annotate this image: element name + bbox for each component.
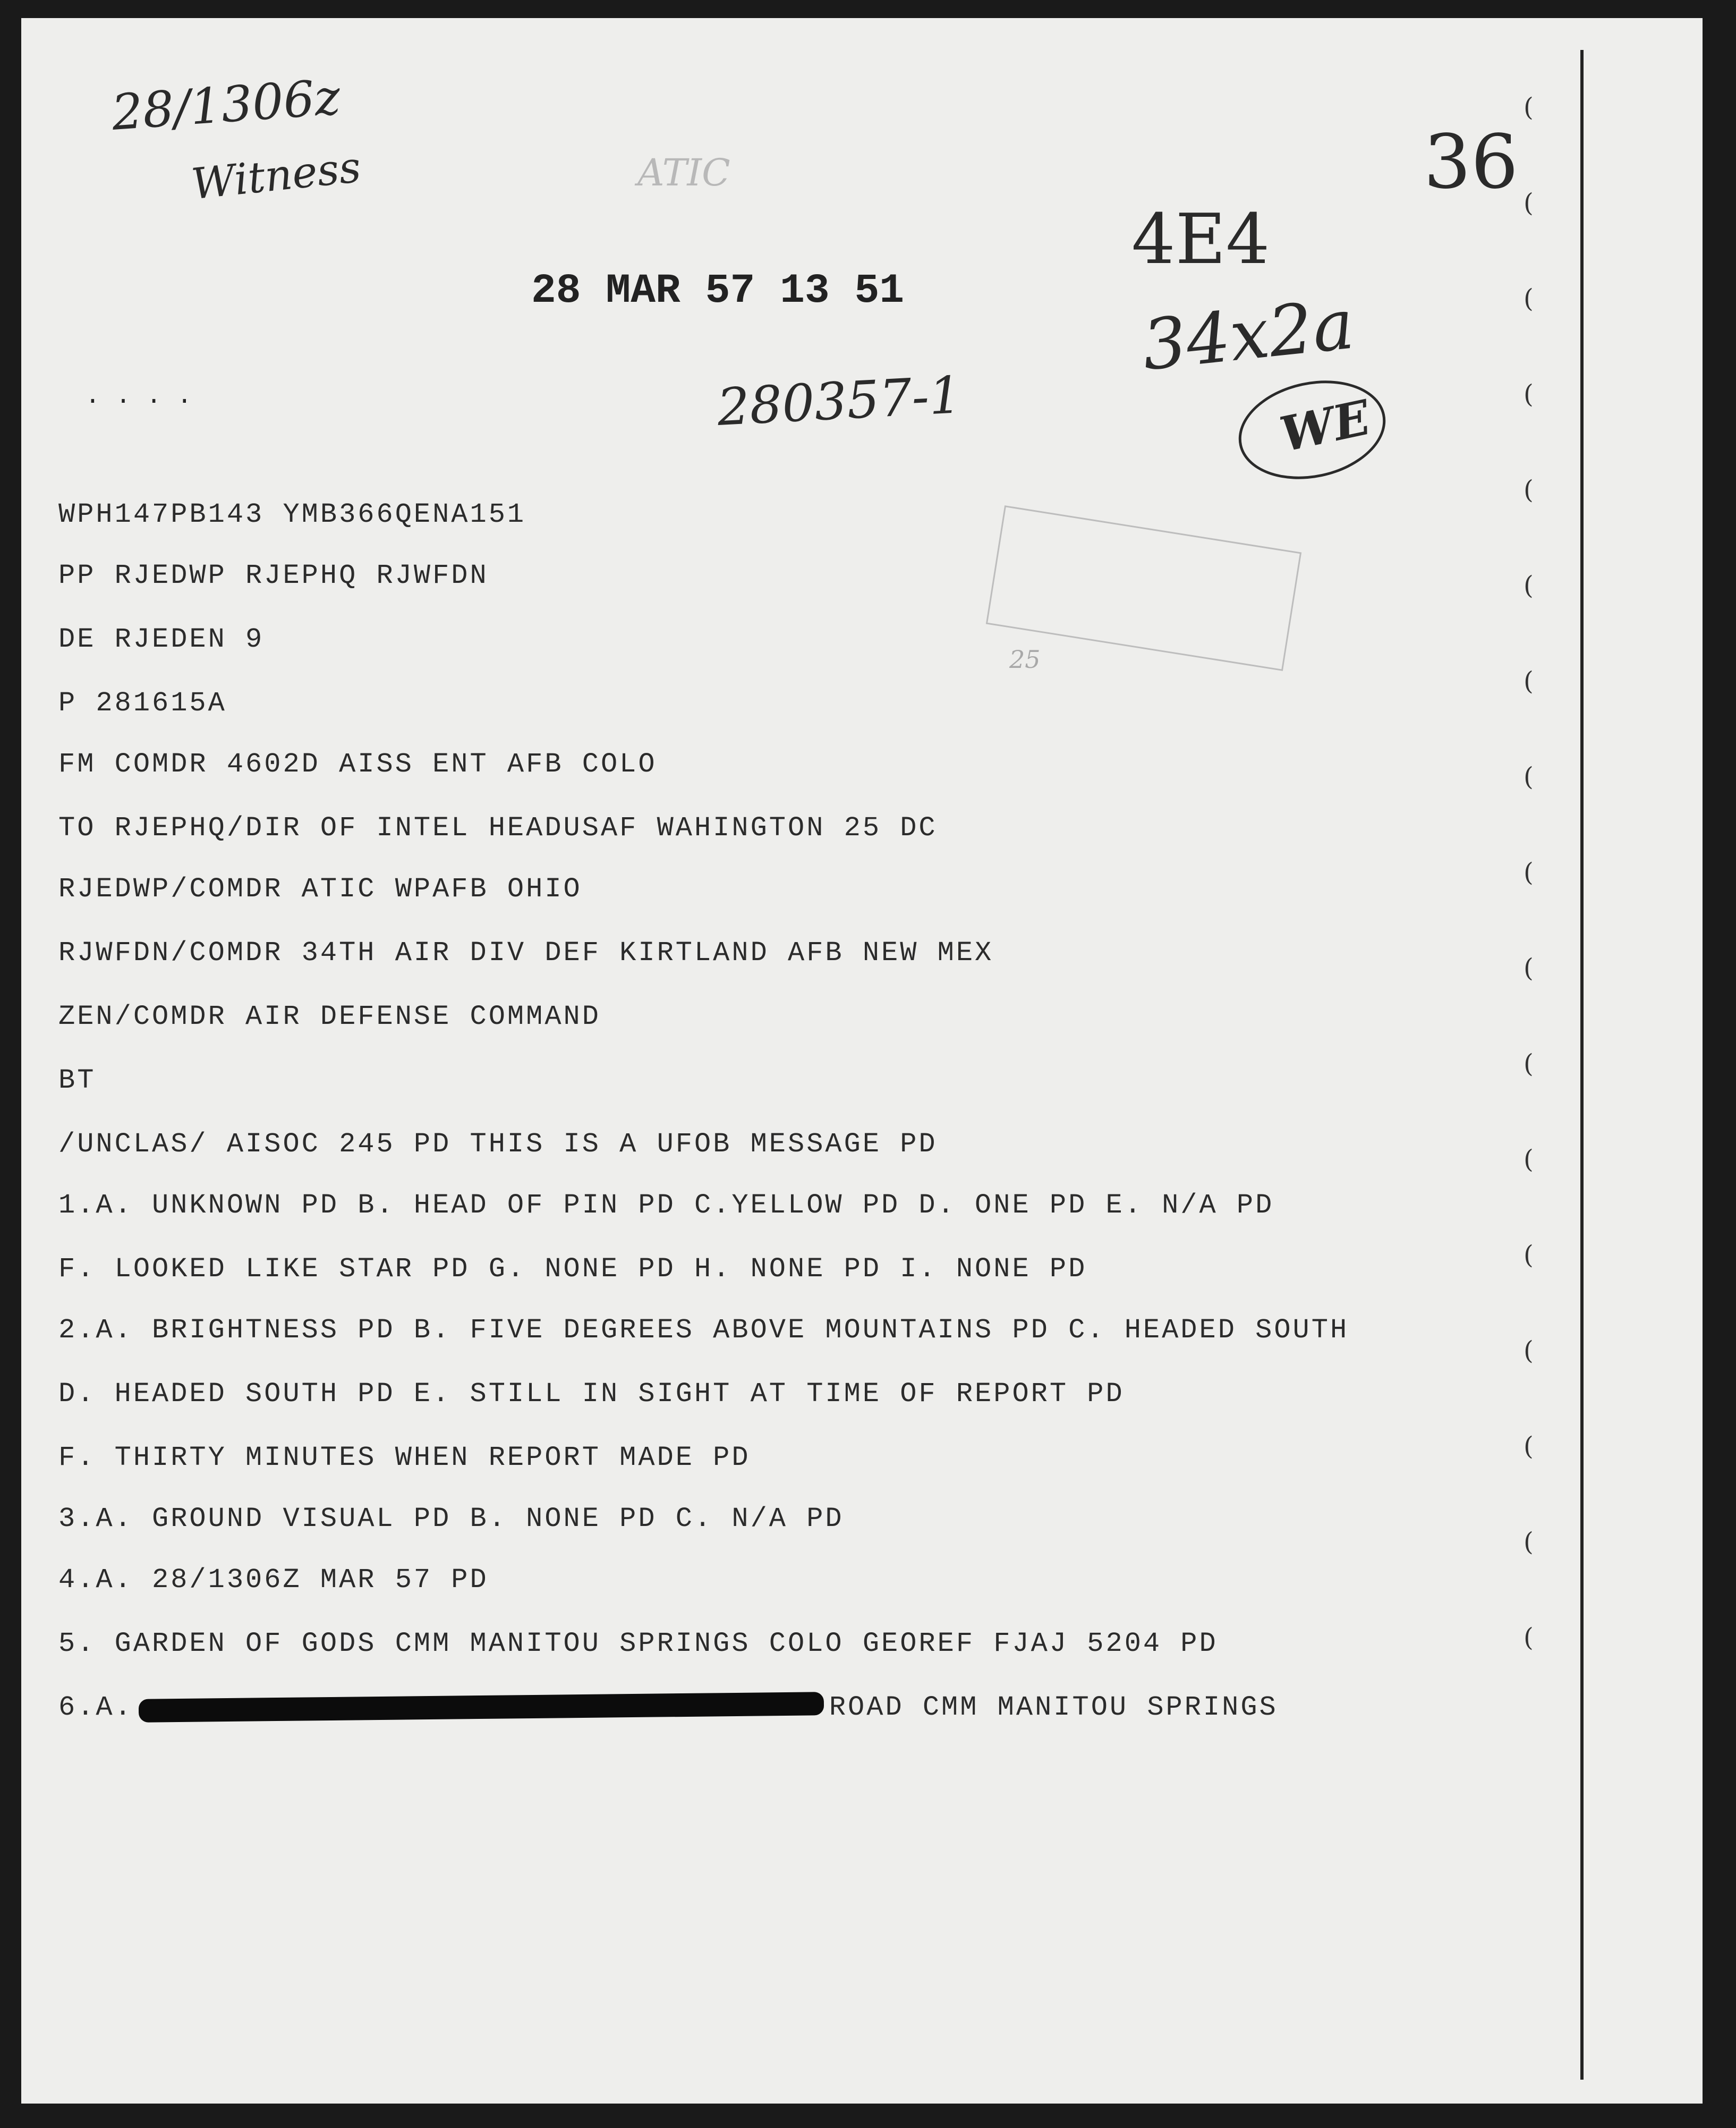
edge-mark: ( <box>1524 571 1534 600</box>
dotted-marks: . . . . <box>85 382 192 411</box>
message-line: WPH147PB143 YMB366QENA151 <box>58 499 526 530</box>
edge-mark: ( <box>1524 762 1534 792</box>
edge-mark: ( <box>1524 1049 1534 1079</box>
edge-mark: ( <box>1524 475 1534 505</box>
message-line: 5. GARDEN OF GODS CMM MANITOU SPRINGS COLO GEOREF FJAJ 5204 PD <box>58 1628 1218 1659</box>
edge-mark: ( <box>1524 1527 1534 1557</box>
date-time-stamp: 28 MAR 57 13 51 <box>531 268 905 315</box>
redaction-bar <box>139 1692 824 1723</box>
handwritten-code: 4E4 <box>1131 199 1270 279</box>
edge-mark: ( <box>1524 1623 1534 1652</box>
edge-mark: ( <box>1524 379 1534 409</box>
faint-mark: 25 <box>1009 645 1041 674</box>
message-line: ZEN/COMDR AIR DEFENSE COMMAND <box>58 1001 601 1032</box>
message-line: P 281615A <box>58 688 227 719</box>
message-line: RJWFDN/COMDR 34TH AIR DIV DEF KIRTLAND AFB NEW MEX <box>58 937 994 969</box>
document-id: 280357-1 <box>716 365 963 437</box>
message-line: D. HEADED SOUTH PD E. STILL IN SIGHT AT TIME OF REPORT PD <box>58 1378 1125 1410</box>
message-line: F. LOOKED LIKE STAR PD G. NONE PD H. NONE PD I. NONE PD <box>58 1253 1087 1285</box>
message-line: /UNCLAS/ AISOC 245 PD THIS IS A UFOB MESSAGE PD <box>58 1129 938 1160</box>
message-line: TO RJEPHQ/DIR OF INTEL HEADUSAF WAHINGTON 25 DC <box>58 812 938 844</box>
document-page <box>21 18 1703 2104</box>
faint-annotation: ATIC <box>637 151 730 194</box>
initials: WE <box>1275 389 1375 463</box>
message-line: 4.A. 28/1306Z MAR 57 PD <box>58 1564 489 1596</box>
message-line: FM COMDR 4602D AISS ENT AFB COLO <box>58 749 657 780</box>
handwritten-note: Witness <box>189 142 363 209</box>
handwritten-subcode: 34x2a <box>1138 283 1358 386</box>
edge-mark: ( <box>1524 1144 1534 1174</box>
edge-mark: ( <box>1524 858 1534 887</box>
message-line: 1.A. UNKNOWN PD B. HEAD OF PIN PD C.YELLOW PD D. ONE PD E. N/A PD <box>58 1190 1274 1221</box>
message-line: F. THIRTY MINUTES WHEN REPORT MADE PD <box>58 1442 751 1473</box>
edge-mark: ( <box>1524 666 1534 696</box>
edge-mark: ( <box>1524 284 1534 313</box>
message-line: 3.A. GROUND VISUAL PD B. NONE PD C. N/A PD <box>58 1503 844 1534</box>
page-edge-line <box>1580 50 1584 2080</box>
line-prefix: 6.A. <box>58 1692 133 1723</box>
message-line: RJEDWP/COMDR ATIC WPAFB OHIO <box>58 874 582 905</box>
message-line: PP RJEDWP RJEPHQ RJWFDN <box>58 560 489 591</box>
handwritten-ref: 28/1306z <box>109 69 342 141</box>
handwritten-number: 36 <box>1424 119 1519 206</box>
edge-mark: ( <box>1524 1336 1534 1366</box>
message-line-redacted <box>58 1692 1278 1723</box>
message-line: DE RJEDEN 9 <box>58 624 265 655</box>
line-suffix: ROAD CMM MANITOU SPRINGS <box>829 1692 1278 1723</box>
message-line: 2.A. BRIGHTNESS PD B. FIVE DEGREES ABOVE MOUNTAINS PD C. HEADED SOUTH <box>58 1315 1349 1346</box>
edge-mark: ( <box>1524 1240 1534 1270</box>
message-line: BT <box>58 1065 96 1096</box>
edge-mark: ( <box>1524 92 1534 122</box>
edge-mark: ( <box>1524 188 1534 218</box>
edge-mark: ( <box>1524 1431 1534 1461</box>
edge-mark: ( <box>1524 953 1534 983</box>
